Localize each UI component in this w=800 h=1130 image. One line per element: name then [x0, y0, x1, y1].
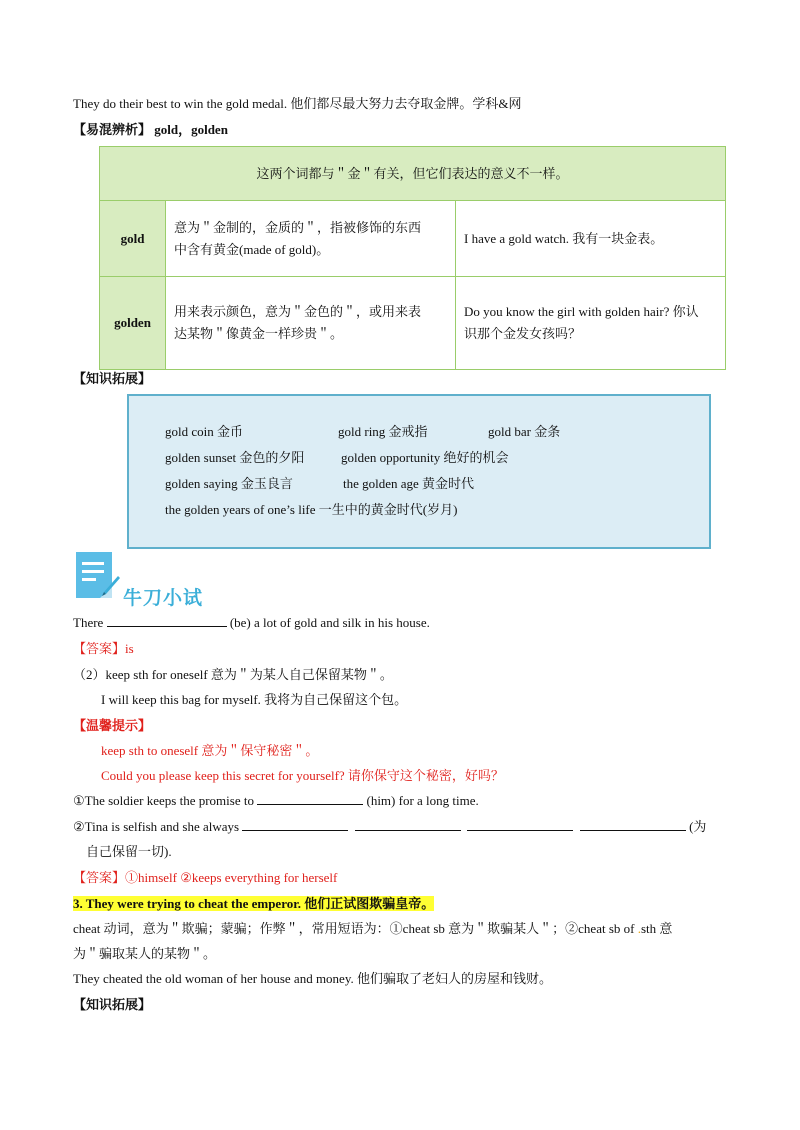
tip-line-1: keep sth to oneself 意为＂保守秘密＂。	[101, 743, 319, 758]
tip-line-2: Could you please keep this secret for yourself? 请你保守这个秘密，好吗？	[101, 768, 504, 783]
comparison-table	[99, 146, 726, 370]
note-pencil-icon	[74, 550, 120, 604]
meaning-cell: 用来表示颜色，意为＂金色的＂，或用来表 达某物＂像黄金一样珍贵＂。	[166, 277, 456, 370]
example-cell: I have a gold watch. 我有一块金表。	[456, 201, 726, 277]
section-title: 牛刀小试	[123, 587, 204, 609]
top-example: They do their best to win the gold medal. 他们都尽最大努力去夺取金牌。学科&网	[73, 96, 522, 111]
answer-blank[interactable]	[257, 792, 363, 805]
answer-blank[interactable]	[355, 818, 461, 831]
example-cell: Do you know the girl with golden hair? 你认 识那个金发女孩吗？	[456, 277, 726, 370]
answer-blank[interactable]	[242, 818, 348, 831]
extension-heading: 【知识拓展】	[73, 997, 152, 1012]
answer-blank[interactable]	[467, 818, 573, 831]
extension-box: gold coin 金币 gold ring 金戒指 gold bar 金条 golden sunset 金色的夕阳 golden opportunity 绝好的机会 golden saying 金玉良言 the golden age 黄金时代 the golden years of one’s life 一生中的黄金时代(岁月)	[127, 394, 711, 549]
answer-blank[interactable]	[107, 614, 227, 627]
answer-1: 【答案】is	[73, 641, 134, 656]
extension-heading: 【知识拓展】	[73, 371, 152, 386]
question-1: ①The soldier keeps the promise to (him) for a long time.	[73, 793, 479, 808]
cheat-example: They cheated the old woman of her house and money. 他们骗取了老妇人的房屋和钱财。	[73, 971, 552, 986]
cheat-definition-cont: 为＂骗取某人的某物＂。	[73, 946, 217, 961]
word-cell: gold	[100, 201, 166, 277]
cheat-definition: cheat 动词，意为＂欺骗；蒙骗；作弊＂，常用短语为：①cheat sb 意为＂欺骗某人＂；②cheat sb of .sth 意	[73, 921, 673, 936]
table-header: 这两个词都与＂金＂有关，但它们表达的意义不一样。	[100, 147, 726, 201]
phrase-2-example: I will keep this bag for myself. 我将为自己保留这个包。	[101, 692, 408, 707]
question-2: ②Tina is selfish and she always (为	[73, 819, 707, 834]
phrase-2: （2）keep sth for oneself 意为＂为某人自己保留某物＂。	[73, 667, 393, 682]
confusion-heading: 【易混辨析】 gold，golden	[73, 122, 228, 137]
word-cell: golden	[100, 277, 166, 370]
point-3-heading: 3. They were trying to cheat the emperor. 他们正试图欺骗皇帝。	[73, 896, 435, 911]
table-row	[100, 277, 726, 370]
meaning-cell: 意为＂金制的，金质的＂，指被修饰的东西 中含有黄金(made of gold)。	[166, 201, 456, 277]
tip-heading: 【温馨提示】	[73, 718, 152, 733]
question-2-continued: 自己保留一切).	[86, 844, 172, 859]
table-row	[100, 201, 726, 277]
exercise-1: There (be) a lot of gold and silk in his house.	[73, 615, 430, 630]
answer-2: 【答案】①himself ②keeps everything for herself	[73, 870, 338, 885]
answer-blank[interactable]	[580, 818, 686, 831]
